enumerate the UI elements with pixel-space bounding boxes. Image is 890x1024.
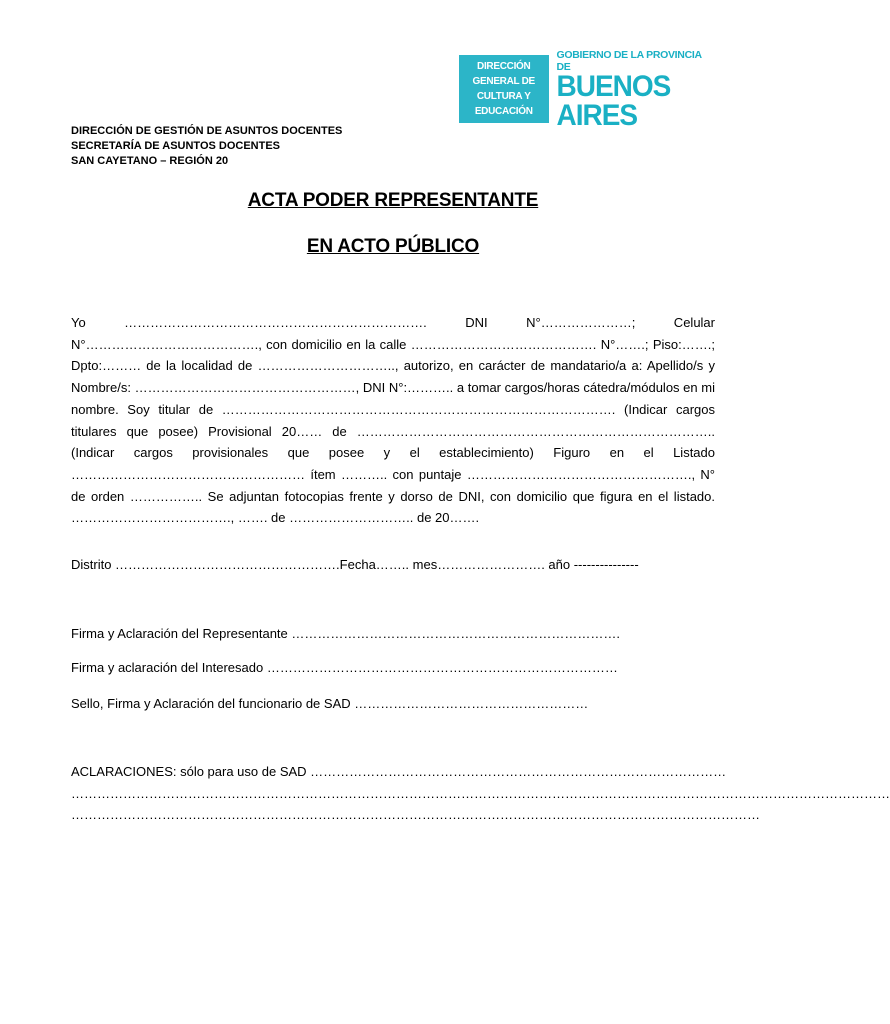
firma-interesado-line: Firma y aclaración del Interesado ……………………………………………………………………… [71, 660, 618, 675]
aclaraciones-line: ACLARACIONES: sólo para uso de SAD …………………………………………………………………………………… [71, 764, 727, 779]
header-line3: SAN CAYETANO – REGIÓN 20 [71, 155, 229, 167]
logo-small-text: GOBIERNO DE LA PROVINCIA DE [556, 49, 702, 73]
logo-wordmark [556, 49, 716, 132]
document-header [71, 124, 342, 169]
header-line1: DIRECCIÓN DE GESTIÓN DE ASUNTOS DOCENTES [71, 125, 343, 137]
document-title: ACTA PODER REPRESENTANTE [247, 190, 539, 211]
sello-line: Sello, Firma y Aclaración del funcionario de SAD ……………………………………………… [71, 696, 589, 711]
logo-box-line1: DIRECCIÓN GENERAL DE [472, 61, 535, 87]
document-subtitle: EN ACTO PÚBLICO [306, 236, 480, 257]
header-line2: SECRETARÍA DE ASUNTOS DOCENTES [71, 140, 281, 152]
main-paragraph: Yo ……………………………………………………………. DNI N°…………………; Celular N°…………………………………., con domicilio en la calle ……………………………………. N°…….; Piso:…….; Dpto:……… de la localidad de ………………………….., autorizo, en carácter de mandatario/a a: Apellido/s y Nombre/s: ……………………………………………, DNI N°:……….. a tomar cargos/horas cátedra/módulos en mi nombre. Soy titular de ………………………………………………………………………………. (Indicar cargos titulares que posee) Provisional 20…… de ……………………………………………………………………….. (Indicar cargos provisionales que posee y el establecimiento) Figuro en el Listado ……………………………………………… ítem ……….. con puntaje ……………………………………………., N° de orden …………….. Se adjuntan fotocopias frente y dorso de DNI, con domicilio que figura en el listado. ………………………………., ……. de ……………………….. de 20……. [71, 315, 715, 526]
aclaraciones-dots-1: ……………………………………………………………………………………………………………………………………………………………………… [71, 786, 890, 801]
distrito-line: Distrito …………………………………………….Fecha…….. mes……………………. año --------------- [71, 557, 639, 572]
government-logo [459, 49, 715, 132]
logo-box-line2: CULTURA Y EDUCACIÓN [474, 91, 533, 117]
logo-box [459, 55, 549, 123]
aclaraciones-dots-2: …………………………………………………………………………………………………………………………………………… [71, 807, 760, 822]
firma-representante-line: Firma y Aclaración del Representante …………………………………………………………………. [71, 626, 620, 641]
logo-big-text: BUENOS AIRES [556, 69, 671, 132]
